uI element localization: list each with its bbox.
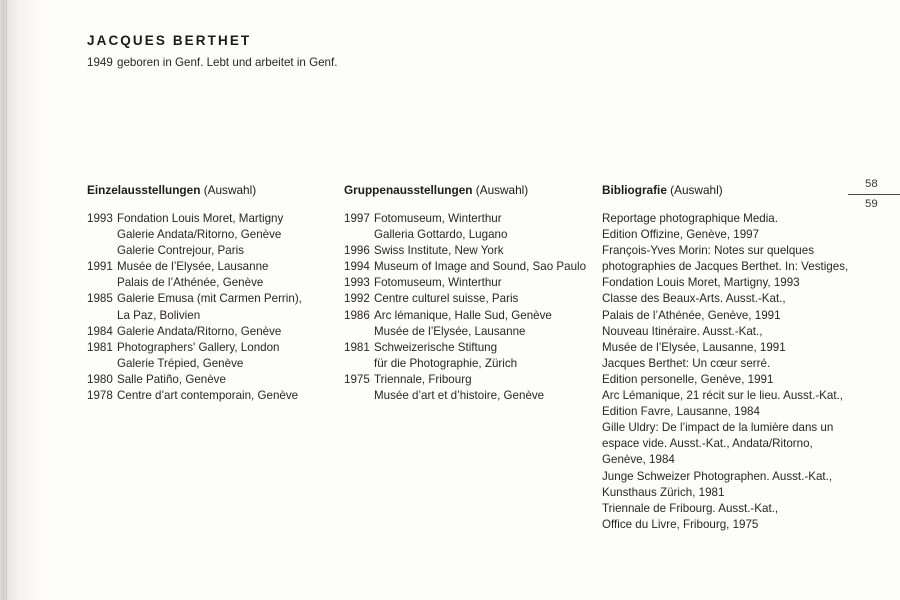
bibliography-line: Triennale de Fribourg. Ausst.-Kat., (602, 501, 779, 515)
bibliography-line: Edition Offizine, Genève, 1997 (602, 228, 760, 242)
bibliography-line: Jacques Berthet: Un cœur serré. (602, 356, 771, 370)
exhibition-year: 1981 (87, 340, 113, 354)
exhibition-venues (117, 340, 337, 372)
exhibition-year: 1980 (87, 372, 113, 386)
exhibition-venue-line: Museum of Image and Sound, Sao Paulo (374, 260, 587, 274)
folio-divider-rule (848, 194, 900, 195)
bibliography-line: Classe des Beaux-Arts. Ausst.-Kat., (602, 292, 786, 306)
column-group-heading-title: Gruppenausstellungen (344, 183, 473, 197)
exhibition-venue-line: Galleria Gottardo, Lugano (374, 228, 508, 242)
exhibition-entry (344, 308, 594, 340)
exhibition-entry (87, 259, 337, 291)
bibliography-list (602, 211, 852, 533)
column-group-heading (344, 183, 594, 197)
exhibition-venues (374, 340, 594, 372)
exhibition-venue-line: Salle Patiño, Genève (117, 372, 226, 386)
exhibition-year: 1991 (87, 260, 113, 274)
artist-biography-line (87, 56, 337, 69)
column-solo-heading-qualifier: (Auswahl) (203, 183, 257, 197)
exhibition-venue-line: Triennale, Fribourg (374, 372, 472, 386)
exhibition-venue-line: Musée de l’Elysée, Lausanne (117, 260, 269, 274)
exhibition-year: 1985 (87, 292, 113, 306)
exhibition-venue-line: Galerie Andata/Ritorno, Genève (117, 228, 282, 242)
column-solo-heading (87, 183, 337, 197)
exhibition-venues (117, 324, 337, 340)
birth-text: geboren in Genf. Lebt und arbeitet in Genf. (117, 56, 338, 69)
column-solo-exhibitions (87, 183, 337, 404)
exhibition-venues (374, 372, 594, 404)
bibliography-line: Junge Schweizer Photographen. Ausst.-Kat., (602, 469, 833, 483)
exhibition-year: 1992 (344, 292, 370, 306)
exhibition-venue-line: Arc lémanique, Halle Sud, Genève (374, 308, 552, 322)
exhibition-entry (87, 211, 337, 259)
exhibition-venue-line: Galerie Trépied, Genève (117, 356, 244, 370)
exhibition-venues (374, 211, 594, 243)
exhibition-entry (87, 372, 337, 388)
exhibition-year: 1996 (344, 244, 370, 258)
exhibition-venue-line: Photographers' Gallery, London (117, 340, 280, 354)
bibliography-line: Arc Lémanique, 21 récit sur le lieu. Ausst.-Kat., (602, 389, 844, 403)
column-bibliography (602, 183, 852, 533)
bibliography-line: Palais de l’Athénée, Genève, 1991 (602, 308, 781, 322)
exhibition-venues (374, 291, 594, 307)
bibliography-line: Musée de l’Elysée, Lausanne, 1991 (602, 340, 786, 354)
folio-page-numbers (848, 176, 900, 213)
exhibition-venue-line: Musée de l’Elysée, Lausanne (374, 324, 526, 338)
column-solo-heading-title: Einzelausstellungen (87, 183, 201, 197)
exhibition-entry (344, 340, 594, 372)
bibliography-line: François-Yves Morin: Notes sur quelques (602, 244, 814, 258)
exhibition-venues (117, 259, 337, 291)
exhibition-year: 1981 (344, 340, 370, 354)
bibliography-line: Edition Favre, Lausanne, 1984 (602, 405, 760, 419)
exhibition-entry (87, 388, 337, 404)
exhibition-venue-line: für die Photographie, Zürich (374, 356, 518, 370)
exhibition-venue-line: Fotomuseum, Winterthur (374, 212, 502, 225)
exhibition-year: 1997 (344, 212, 370, 225)
page-title: JACQUES BERTHET (87, 33, 252, 48)
exhibition-venue-line: Galerie Contrejour, Paris (117, 244, 244, 258)
bibliography-line: Edition personelle, Genève, 1991 (602, 372, 774, 386)
exhibition-venues (374, 275, 594, 291)
exhibition-year: 1993 (344, 276, 370, 290)
exhibition-entry (344, 259, 594, 275)
exhibition-venue-line: Centre culturel suisse, Paris (374, 292, 519, 306)
exhibition-year: 1993 (87, 212, 113, 225)
bibliography-line: Reportage photographique Media. (602, 212, 778, 225)
column-bibliography-heading-title: Bibliografie (602, 183, 667, 197)
exhibition-entry (344, 372, 594, 404)
exhibition-entry (87, 324, 337, 340)
exhibition-venue-line: Galerie Emusa (mit Carmen Perrin), (117, 292, 302, 306)
exhibition-venues (374, 243, 594, 259)
exhibition-venue-line: Fondation Louis Moret, Martigny (117, 212, 284, 225)
exhibition-year: 1994 (344, 260, 370, 274)
exhibition-venue-line: Centre d’art contemporain, Genève (117, 389, 299, 403)
exhibition-entry (87, 340, 337, 372)
bibliography-line: Gille Uldry: De l’impact de la lumière dans un (602, 421, 834, 435)
exhibition-venues (117, 372, 337, 388)
bibliography-line: Fondation Louis Moret, Martigny, 1993 (602, 276, 800, 290)
column-group-heading-qualifier: (Auswahl) (475, 183, 529, 197)
exhibition-venue-line: Musée d’art et d’histoire, Genève (374, 389, 545, 403)
exhibition-entry (344, 211, 594, 243)
exhibition-venues (117, 211, 337, 259)
group-exhibition-list (344, 211, 594, 404)
exhibition-year: 1975 (344, 372, 370, 386)
bibliography-line: Kunsthaus Zürich, 1981 (602, 485, 725, 499)
folio-right-page: 59 (865, 198, 878, 210)
exhibition-venues (117, 388, 337, 404)
bibliography-line: Nouveau Itinéraire. Ausst.-Kat., (602, 324, 763, 338)
exhibition-entry (87, 291, 337, 323)
exhibition-entry (344, 291, 594, 307)
exhibition-venue-line: Schweizerische Stiftung (374, 340, 498, 354)
exhibition-venue-line: Swiss Institute, New York (374, 244, 504, 258)
exhibition-entry (344, 275, 594, 291)
column-group-exhibitions (344, 183, 594, 404)
solo-exhibition-list (87, 211, 337, 404)
exhibition-entry (344, 243, 594, 259)
column-bibliography-heading-qualifier: (Auswahl) (670, 183, 723, 197)
exhibition-year: 1978 (87, 389, 113, 403)
folio-left-page: 58 (865, 178, 878, 190)
exhibition-venues (374, 259, 594, 275)
column-bibliography-heading (602, 183, 852, 197)
exhibition-year: 1986 (344, 308, 370, 322)
bibliography-line: Office du Livre, Fribourg, 1975 (602, 517, 759, 531)
exhibition-venue-line: Galerie Andata/Ritorno, Genève (117, 324, 282, 338)
exhibition-year: 1984 (87, 324, 113, 338)
exhibition-venue-line: Palais de l’Athénée, Genève (117, 276, 264, 290)
exhibition-venue-line: Fotomuseum, Winterthur (374, 276, 502, 290)
bibliography-line: espace vide. Ausst.-Kat., Andata/Ritorno, (602, 437, 813, 451)
birth-year: 1949 (87, 56, 113, 69)
bibliography-line: Genève, 1984 (602, 453, 675, 467)
exhibition-venue-line: La Paz, Bolivien (117, 308, 201, 322)
exhibition-venues (117, 291, 337, 323)
bibliography-line: photographies de Jacques Berthet. In: Vestiges, (602, 260, 849, 274)
exhibition-venues (374, 308, 594, 340)
